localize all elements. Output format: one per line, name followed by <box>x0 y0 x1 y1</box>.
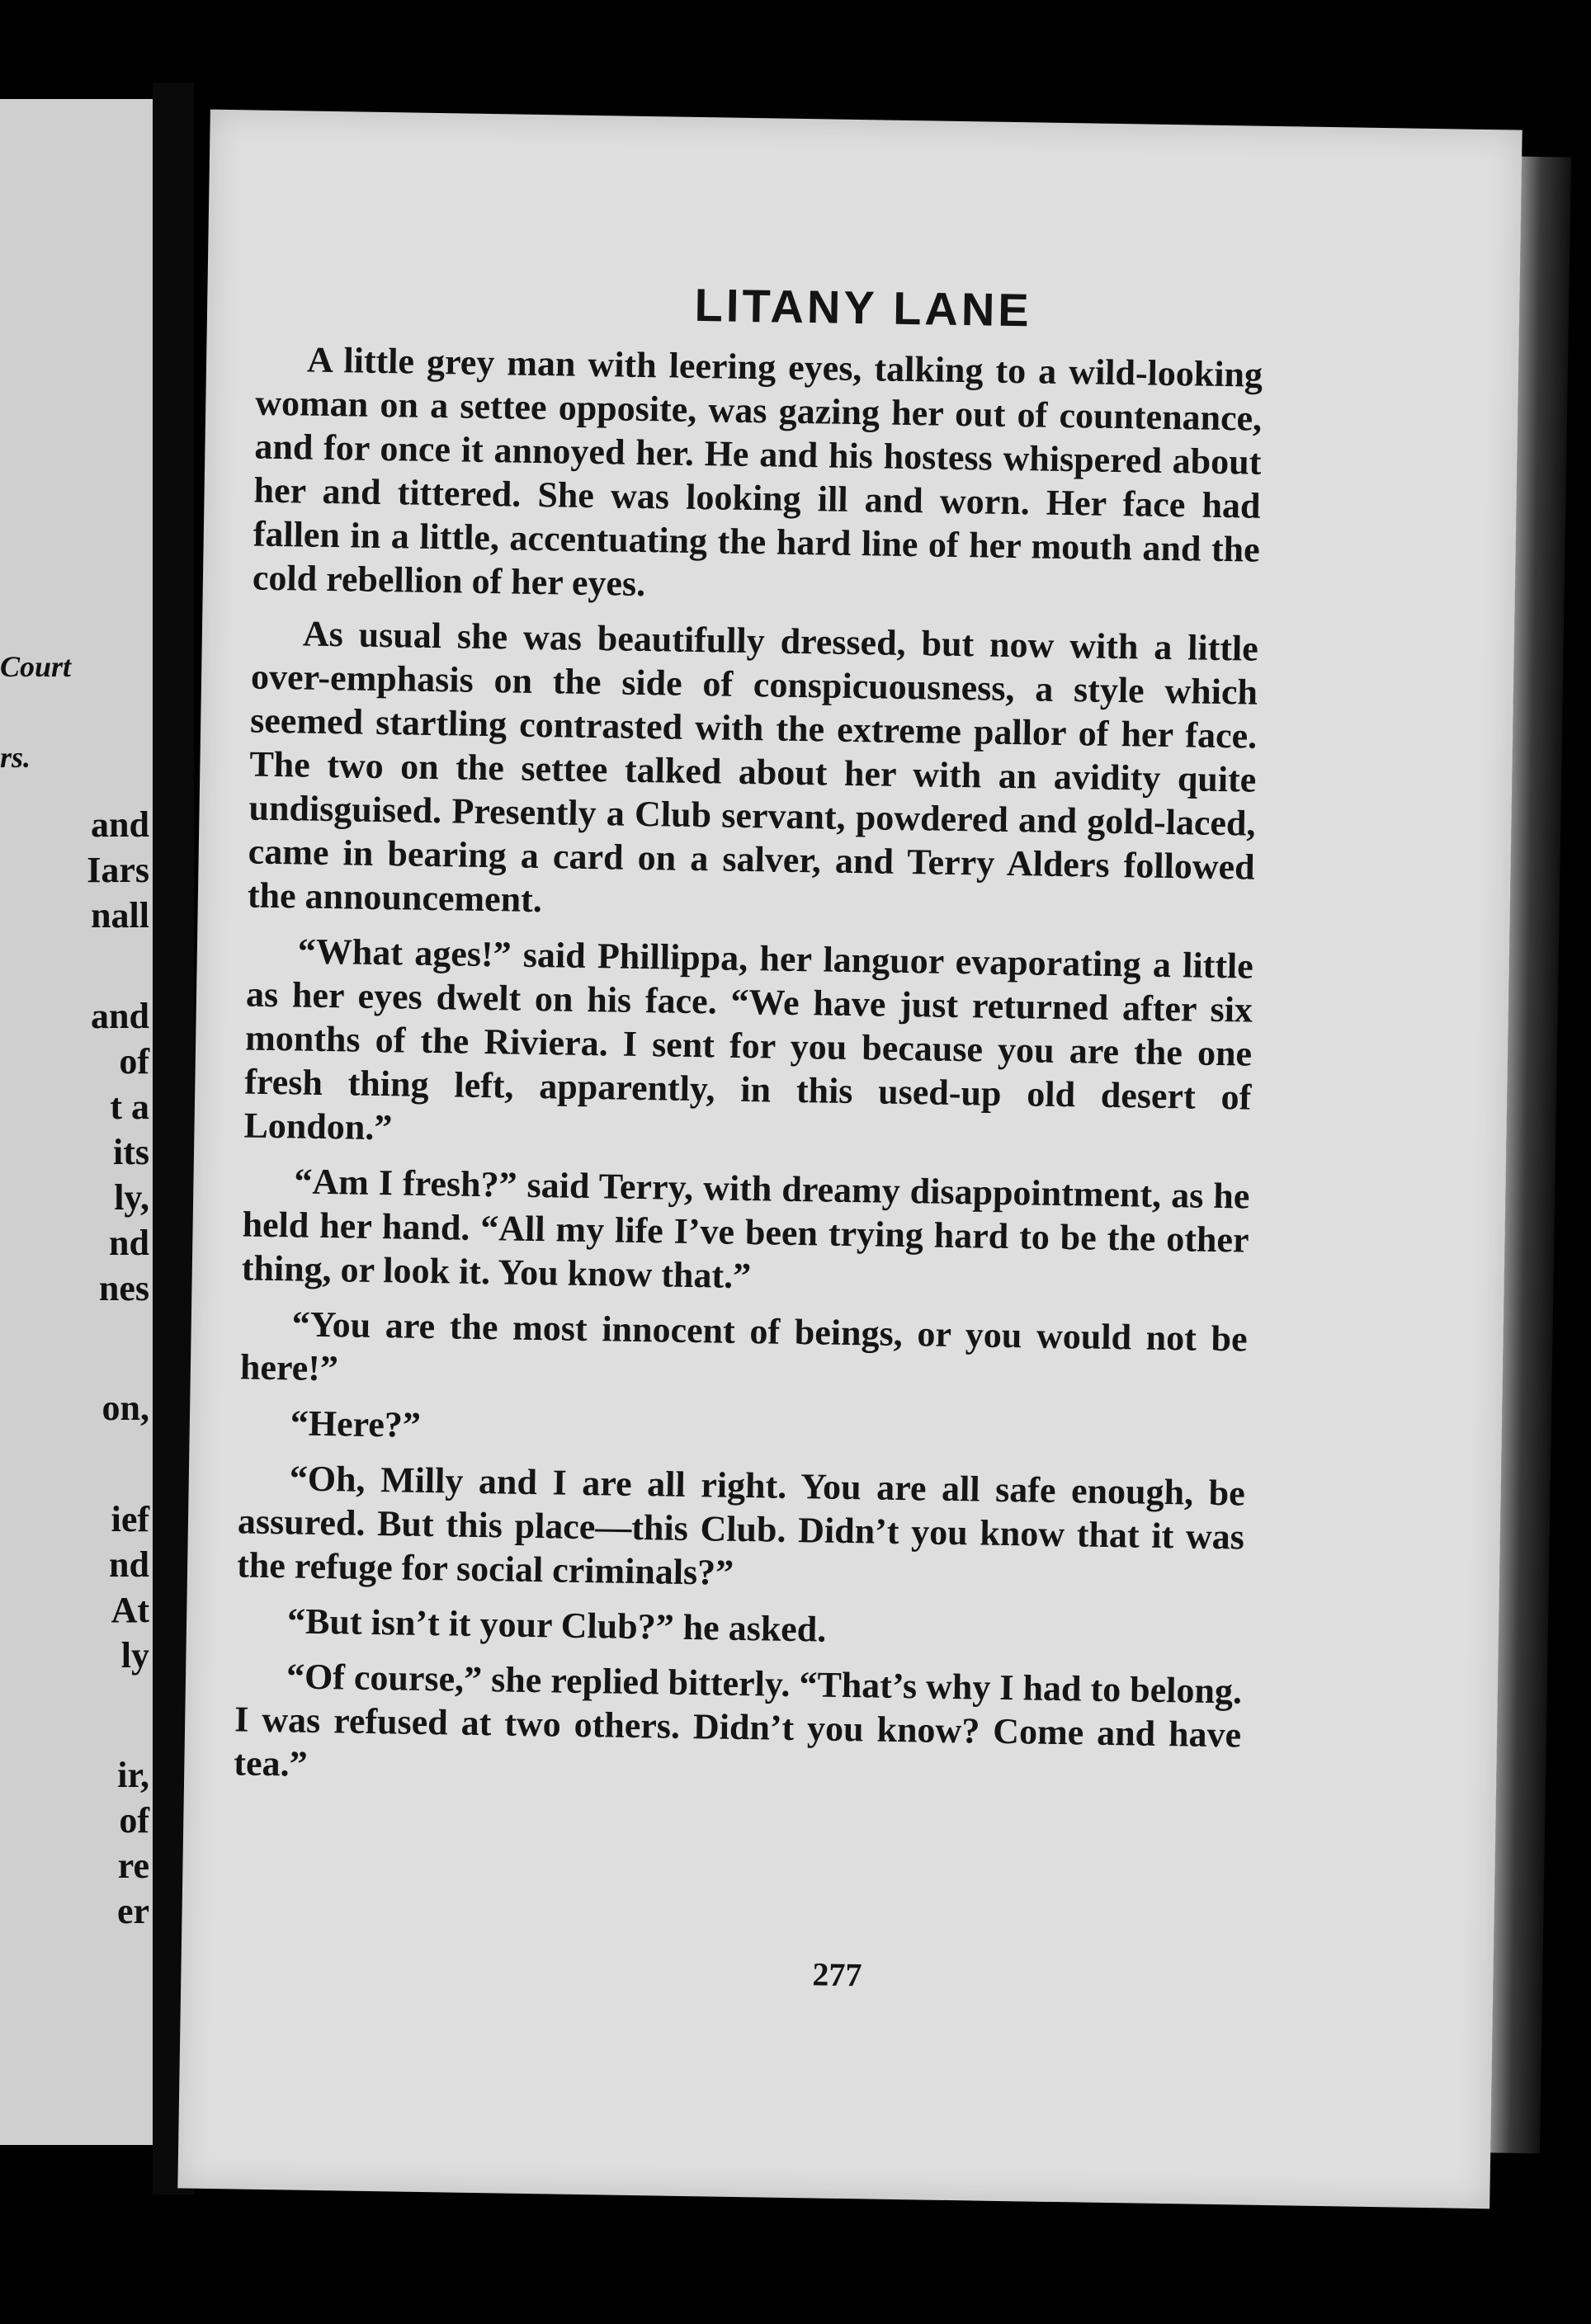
left-fragment: t a <box>110 1087 149 1127</box>
book-page <box>177 110 1522 2209</box>
left-fragment: on, <box>102 1388 149 1428</box>
left-fragment: nall <box>91 895 149 936</box>
left-fragment: re <box>117 1846 149 1886</box>
paragraph: A little grey man with leering eyes, talking to a wild-looking woman on a settee opposite, was gazing her out of countenance, and for once it annoyed her. He and his hostess whispered about her and tittered. She was looking ill and worn. Her face had fallen in a little, accentuating the hard line of her mouth and the cold rebellion of her eyes. <box>252 339 1263 605</box>
left-fragment: ly, <box>114 1177 149 1218</box>
left-fragment: of <box>119 1041 149 1082</box>
left-fragment: of <box>119 1800 149 1841</box>
left-fragment-court: Court <box>0 650 72 683</box>
left-fragment: its <box>113 1132 149 1172</box>
left-fragment: and <box>91 804 149 845</box>
left-fragment: nd <box>109 1223 149 1263</box>
paragraph: “Here?” <box>290 1402 422 1445</box>
paragraph: “But isn’t it your Club?” he asked. <box>286 1600 827 1650</box>
left-fragment: er <box>116 1891 149 1931</box>
left-fragment: nes <box>98 1268 149 1308</box>
left-fragment: ir, <box>117 1755 149 1795</box>
running-head: LITANY LANE <box>694 278 1033 337</box>
left-fragment: ly <box>120 1635 149 1676</box>
left-facing-page <box>0 99 153 2145</box>
paragraph: “Am I fresh?” said Terry, with dreamy disappointment, as he held her hand. “All my life I’ve been trying hard to be the other thing, or look it. You know that.” <box>241 1161 1250 1297</box>
page-number: 277 <box>812 1955 862 1994</box>
paragraph: “You are the most innocent of beings, or you would not be here!” <box>239 1303 1249 1389</box>
left-fragment: At <box>111 1590 149 1630</box>
left-fragment: ief <box>111 1499 149 1539</box>
left-fragment: nd <box>109 1544 149 1585</box>
left-fragment: Iars <box>87 850 149 890</box>
paragraph: As usual she was beautifully dressed, but now with a little over-emphasis on the side of conspicuousness, a style which seemed startling contrasted with the extreme pallor of her face. The two on the settee talked about her with an avidity quite undisguised. Presently a Club servant, powdered and gold-laced, came in bearing a card on a salver, and Terry Alders followed the announcement. <box>247 613 1259 921</box>
paragraph: “Oh, Milly and I are all right. You are all safe enough, be assured. But this place—this Club. Didn’t you know that it was the refuge for social criminals?” <box>236 1458 1246 1593</box>
paragraph: “Of course,” she replied bitterly. “That’s why I had to belong. I was refused at two others. Didn’t you know? Come and have tea.” <box>234 1656 1243 1784</box>
left-fragment: and <box>91 996 149 1036</box>
body-text <box>234 337 1263 1813</box>
paragraph: “What ages!” said Phillippa, her languor evaporating a little as her eyes dwelt on his face. “We have just returned after six months of the Riviera. I sent for you because you are the one fresh thing left, apparently, in this used-up old desert of London.” <box>243 931 1254 1148</box>
left-fragment-rs: rs. <box>0 741 31 774</box>
